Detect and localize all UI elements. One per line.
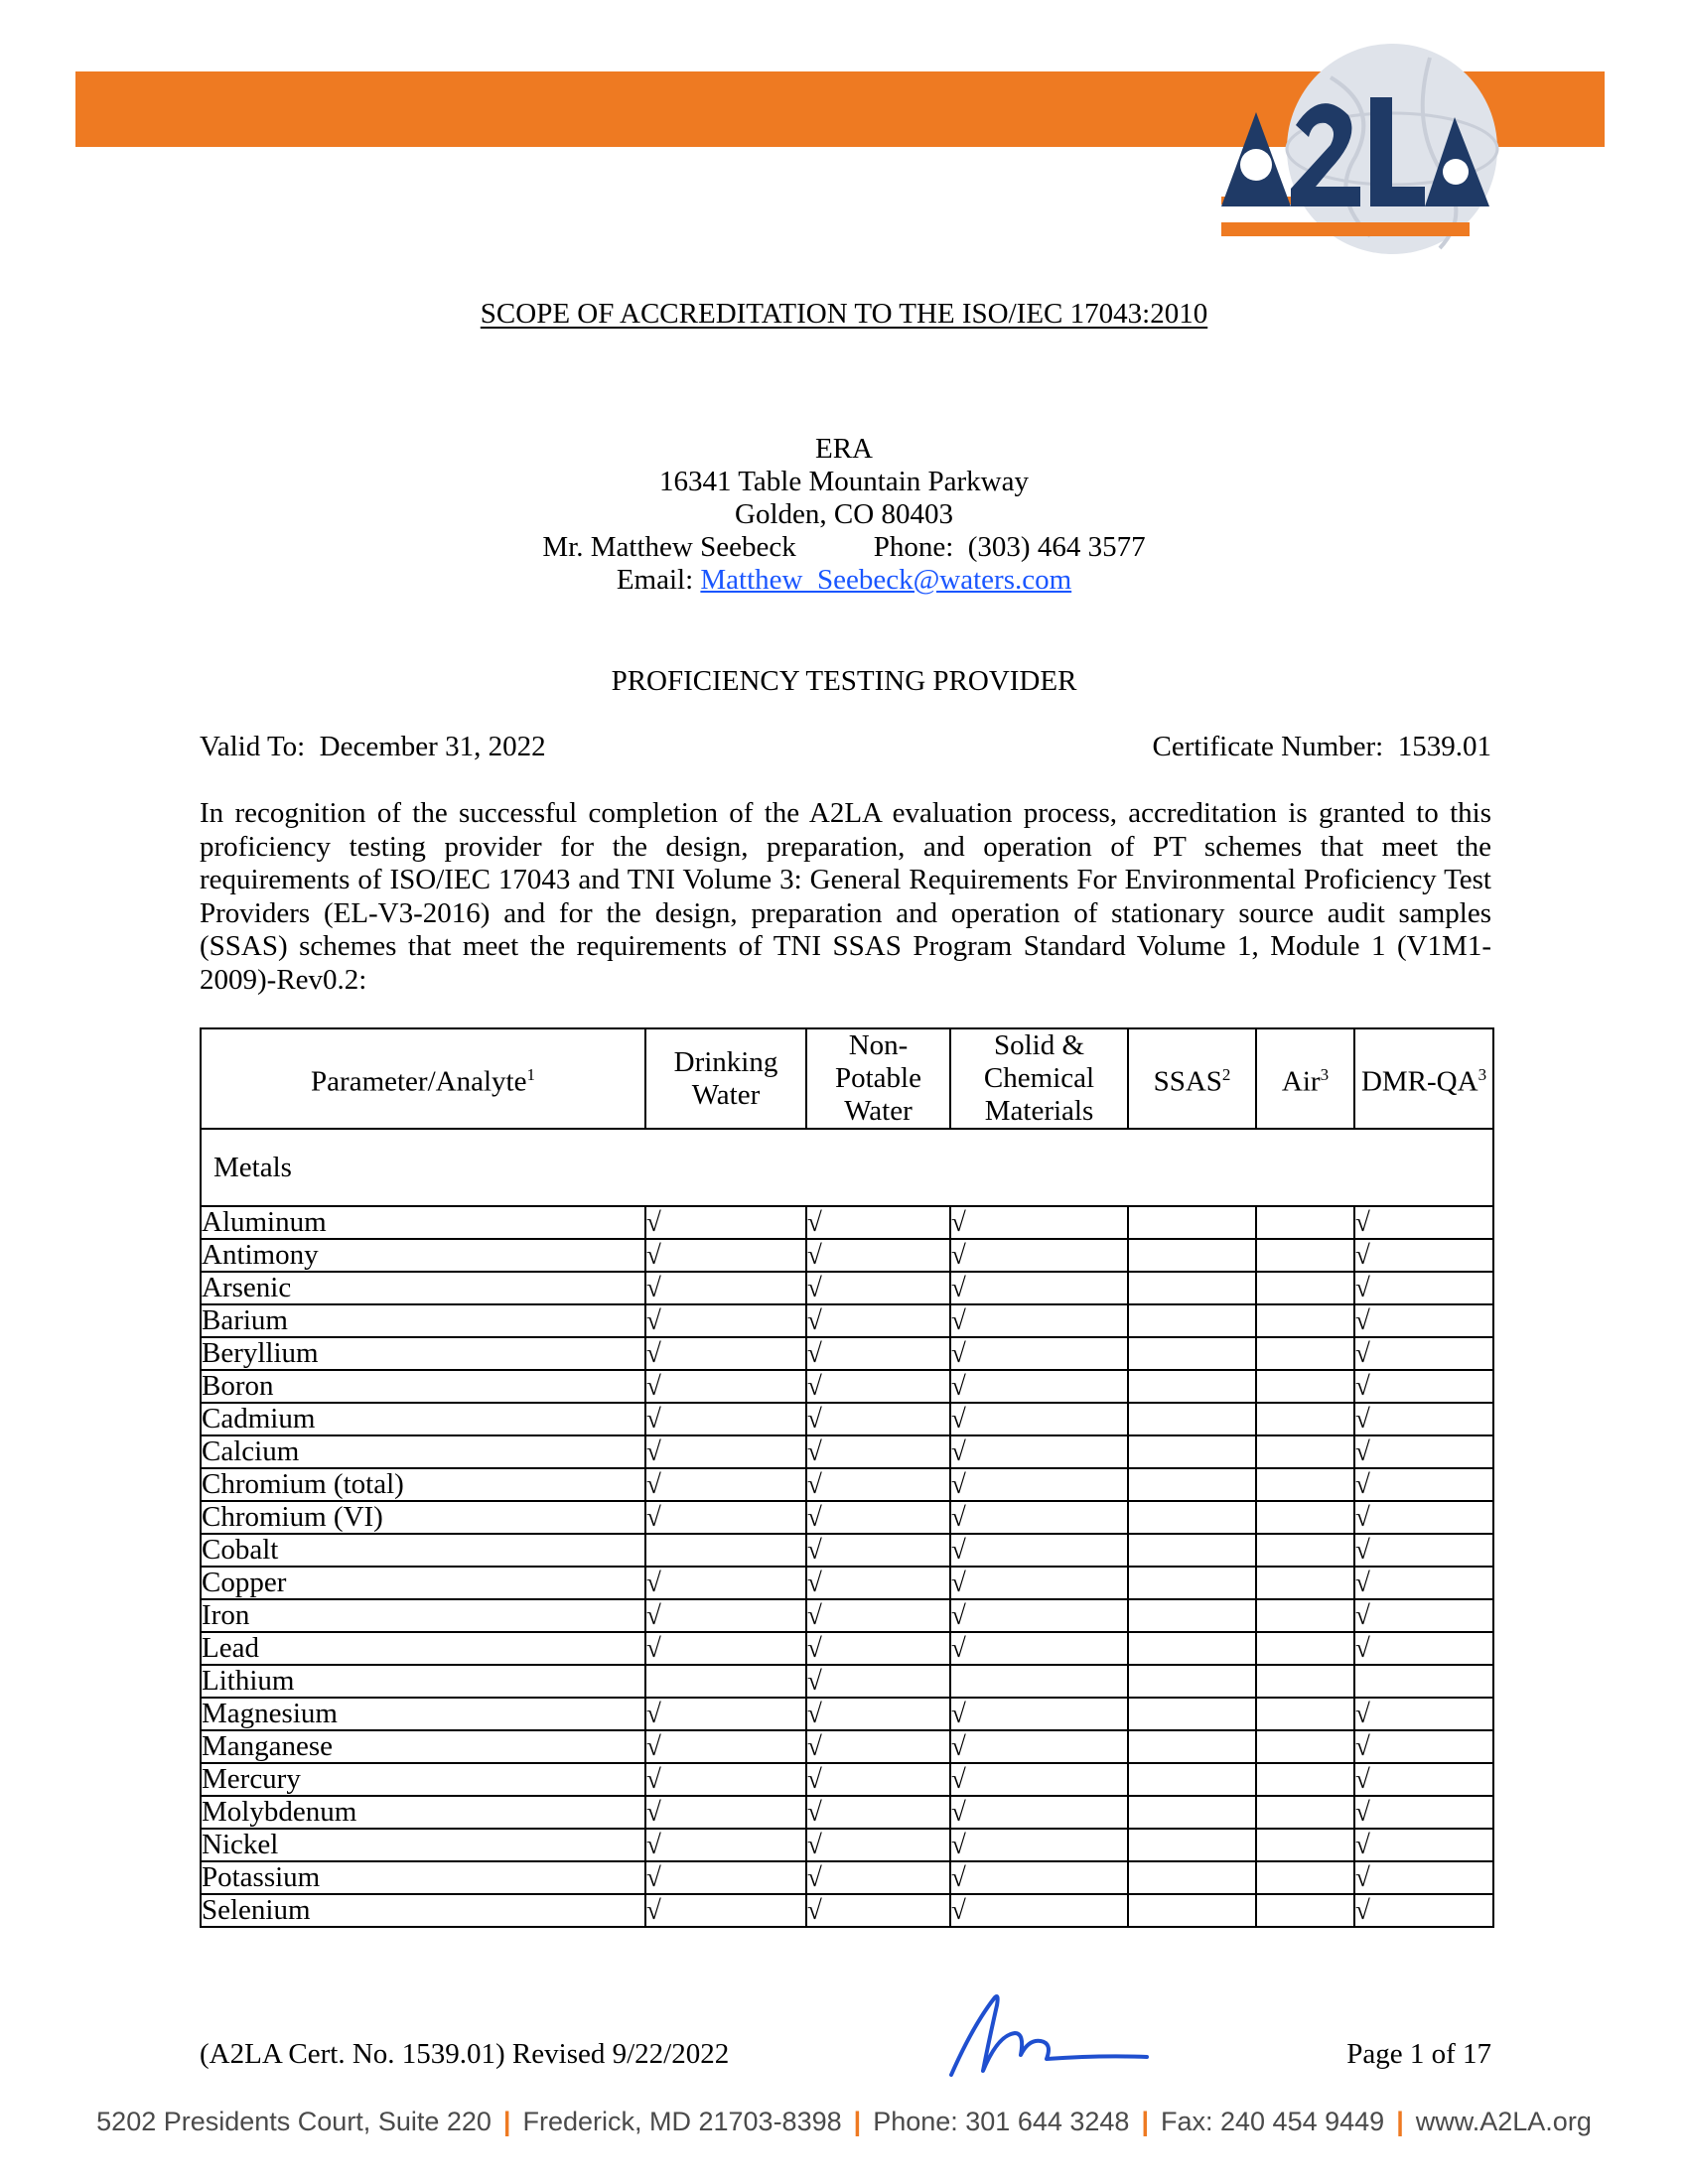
- check-mark: √: [645, 1337, 806, 1370]
- empty-cell: [1256, 1829, 1354, 1861]
- check-mark: √: [645, 1206, 806, 1239]
- check-mark: √: [806, 1501, 950, 1534]
- check-mark: √: [806, 1468, 950, 1501]
- empty-cell: [645, 1665, 806, 1698]
- check-mark: √: [645, 1403, 806, 1435]
- check-mark: √: [645, 1796, 806, 1829]
- a2la-logo: [1182, 38, 1509, 266]
- analyte-name: Lead: [201, 1632, 645, 1665]
- check-mark: √: [806, 1796, 950, 1829]
- check-mark: √: [950, 1567, 1128, 1599]
- check-mark: √: [645, 1763, 806, 1796]
- empty-cell: [1256, 1370, 1354, 1403]
- check-mark: √: [1354, 1599, 1493, 1632]
- provider-address-block: [0, 433, 1688, 597]
- check-mark: √: [806, 1337, 950, 1370]
- table-row: [201, 1698, 1493, 1730]
- check-mark: √: [1354, 1370, 1493, 1403]
- analyte-name: Magnesium: [201, 1698, 645, 1730]
- check-mark: √: [1354, 1829, 1493, 1861]
- empty-cell: [1128, 1468, 1256, 1501]
- contact-phone: Phone: (303) 464 3577: [873, 531, 1146, 563]
- table-row: [201, 1239, 1493, 1272]
- separator: |: [1141, 2107, 1149, 2136]
- contact-name: Mr. Matthew Seebeck: [542, 531, 796, 563]
- check-mark: √: [645, 1861, 806, 1894]
- table-row: [201, 1894, 1493, 1927]
- analyte-name: Mercury: [201, 1763, 645, 1796]
- analyte-name: Selenium: [201, 1894, 645, 1927]
- section-label: Metals: [201, 1129, 1493, 1206]
- column-header: Drinking Water: [645, 1028, 806, 1129]
- empty-cell: [1256, 1304, 1354, 1337]
- check-mark: √: [1354, 1632, 1493, 1665]
- empty-cell: [1256, 1468, 1354, 1501]
- table-row: [201, 1665, 1493, 1698]
- analyte-name: Potassium: [201, 1861, 645, 1894]
- separator: |: [1396, 2107, 1404, 2136]
- check-mark: √: [1354, 1534, 1493, 1567]
- org-street: 16341 Table Mountain Parkway: [659, 466, 1029, 497]
- empty-cell: [1256, 1894, 1354, 1927]
- table-row: [201, 1861, 1493, 1894]
- check-mark: √: [950, 1796, 1128, 1829]
- empty-cell: [1256, 1239, 1354, 1272]
- empty-cell: [1128, 1370, 1256, 1403]
- column-header: Solid & Chemical Materials: [950, 1028, 1128, 1129]
- check-mark: √: [1354, 1698, 1493, 1730]
- empty-cell: [1256, 1796, 1354, 1829]
- intro-paragraph: In recognition of the successful completion of the A2LA evaluation process, accreditation is granted to this proficiency testing provider for the design, preparation, and operation of PT schemes that meet the requirements of ISO/IEC 17043 and TNI Volume 3: General Requirements For Environmental Proficiency Test Providers (EL-V3-2016) and for the design, preparation and operation of stationary source audit samples (SSAS) schemes that meet the requirements of TNI SSAS Program Standard Volume 1, Module 1 (V1M1-2009)-Rev0.2:: [200, 797, 1491, 996]
- analyte-name: Chromium (total): [201, 1468, 645, 1501]
- check-mark: √: [950, 1534, 1128, 1567]
- empty-cell: [1354, 1665, 1493, 1698]
- check-mark: √: [806, 1763, 950, 1796]
- check-mark: √: [1354, 1304, 1493, 1337]
- check-mark: √: [806, 1894, 950, 1927]
- column-header: Non-Potable Water: [806, 1028, 950, 1129]
- empty-cell: [1256, 1665, 1354, 1698]
- check-mark: √: [950, 1763, 1128, 1796]
- empty-cell: [1128, 1698, 1256, 1730]
- check-mark: √: [806, 1567, 950, 1599]
- empty-cell: [1128, 1403, 1256, 1435]
- check-mark: √: [1354, 1435, 1493, 1468]
- provider-type: PROFICIENCY TESTING PROVIDER: [611, 665, 1077, 697]
- check-mark: √: [1354, 1501, 1493, 1534]
- check-mark: √: [806, 1665, 950, 1698]
- check-mark: √: [806, 1534, 950, 1567]
- analyte-name: Antimony: [201, 1239, 645, 1272]
- check-mark: √: [806, 1206, 950, 1239]
- check-mark: √: [950, 1206, 1128, 1239]
- address-part: www.A2LA.org: [1415, 2107, 1592, 2136]
- empty-cell: [1128, 1763, 1256, 1796]
- separator: |: [502, 2107, 511, 2136]
- empty-cell: [1128, 1206, 1256, 1239]
- analyte-name: Calcium: [201, 1435, 645, 1468]
- section-row: [201, 1129, 1493, 1206]
- empty-cell: [1128, 1730, 1256, 1763]
- table-row: [201, 1763, 1493, 1796]
- page-number: Page 1 of 17: [1346, 2038, 1491, 2070]
- empty-cell: [1128, 1632, 1256, 1665]
- check-mark: √: [950, 1304, 1128, 1337]
- analyte-name: Nickel: [201, 1829, 645, 1861]
- analyte-name: Aluminum: [201, 1206, 645, 1239]
- table-row: [201, 1370, 1493, 1403]
- table-row: [201, 1304, 1493, 1337]
- check-mark: √: [806, 1861, 950, 1894]
- check-mark: √: [806, 1829, 950, 1861]
- signature: [943, 1985, 1162, 2085]
- analyte-name: Copper: [201, 1567, 645, 1599]
- analyte-name: Boron: [201, 1370, 645, 1403]
- empty-cell: [1128, 1304, 1256, 1337]
- check-mark: √: [645, 1829, 806, 1861]
- check-mark: √: [1354, 1763, 1493, 1796]
- analyte-name: Molybdenum: [201, 1796, 645, 1829]
- address-part: Frederick, MD 21703-8398: [522, 2107, 842, 2136]
- analyte-name: Cobalt: [201, 1534, 645, 1567]
- scope-table: [200, 1027, 1494, 1928]
- check-mark: √: [1354, 1796, 1493, 1829]
- empty-cell: [1256, 1599, 1354, 1632]
- check-mark: √: [645, 1632, 806, 1665]
- check-mark: √: [950, 1829, 1128, 1861]
- check-mark: √: [950, 1239, 1128, 1272]
- empty-cell: [1256, 1632, 1354, 1665]
- check-mark: √: [1354, 1567, 1493, 1599]
- check-mark: √: [645, 1239, 806, 1272]
- check-mark: √: [645, 1698, 806, 1730]
- check-mark: √: [645, 1435, 806, 1468]
- check-mark: √: [645, 1730, 806, 1763]
- empty-cell: [1128, 1861, 1256, 1894]
- footer-address-bar: [0, 2107, 1688, 2137]
- email-line: [0, 564, 1688, 597]
- valid-to: Valid To: December 31, 2022: [200, 731, 546, 762]
- table-row: [201, 1599, 1493, 1632]
- column-header: Parameter/Analyte$^1$: [201, 1028, 645, 1129]
- empty-cell: [950, 1665, 1128, 1698]
- check-mark: √: [1354, 1894, 1493, 1927]
- check-mark: √: [950, 1730, 1128, 1763]
- empty-cell: [1256, 1534, 1354, 1567]
- table-row: [201, 1272, 1493, 1304]
- empty-cell: [1256, 1763, 1354, 1796]
- table-body: [201, 1129, 1493, 1927]
- check-mark: √: [950, 1894, 1128, 1927]
- table-row: [201, 1468, 1493, 1501]
- empty-cell: [1128, 1435, 1256, 1468]
- empty-cell: [1256, 1337, 1354, 1370]
- address-part: Phone: 301 644 3248: [873, 2107, 1130, 2136]
- analyte-name: Arsenic: [201, 1272, 645, 1304]
- email-link[interactable]: Matthew_Seebeck@waters.com: [700, 564, 1072, 596]
- analyte-name: Barium: [201, 1304, 645, 1337]
- empty-cell: [1128, 1534, 1256, 1567]
- check-mark: √: [645, 1304, 806, 1337]
- table-row: [201, 1567, 1493, 1599]
- scope-title: SCOPE OF ACCREDITATION TO THE ISO/IEC 17043:2010: [480, 298, 1208, 330]
- check-mark: √: [806, 1599, 950, 1632]
- empty-cell: [1256, 1272, 1354, 1304]
- empty-cell: [1128, 1501, 1256, 1534]
- address-part: Fax: 240 454 9449: [1161, 2107, 1385, 2136]
- empty-cell: [1256, 1567, 1354, 1599]
- check-mark: √: [806, 1370, 950, 1403]
- email-label: Email:: [616, 564, 701, 596]
- check-mark: √: [645, 1567, 806, 1599]
- column-header: DMR-$QA^3$: [1354, 1028, 1493, 1129]
- check-mark: √: [645, 1599, 806, 1632]
- check-mark: √: [950, 1468, 1128, 1501]
- analyte-name: Beryllium: [201, 1337, 645, 1370]
- certificate-number: Certificate Number: 1539.01: [1152, 731, 1491, 762]
- empty-cell: [645, 1534, 806, 1567]
- check-mark: √: [806, 1730, 950, 1763]
- analyte-name: Iron: [201, 1599, 645, 1632]
- empty-cell: [1256, 1730, 1354, 1763]
- table-row: [201, 1796, 1493, 1829]
- check-mark: √: [645, 1468, 806, 1501]
- check-mark: √: [950, 1632, 1128, 1665]
- table-row: [201, 1501, 1493, 1534]
- check-mark: √: [645, 1894, 806, 1927]
- table-header-row: [201, 1028, 1493, 1129]
- table-row: [201, 1435, 1493, 1468]
- contact-line: [0, 531, 1688, 564]
- table-row: [201, 1730, 1493, 1763]
- empty-cell: [1128, 1665, 1256, 1698]
- analyte-name: Lithium: [201, 1665, 645, 1698]
- check-mark: √: [806, 1435, 950, 1468]
- check-mark: √: [950, 1698, 1128, 1730]
- empty-cell: [1128, 1239, 1256, 1272]
- check-mark: √: [950, 1599, 1128, 1632]
- check-mark: √: [806, 1403, 950, 1435]
- empty-cell: [1256, 1501, 1354, 1534]
- org-city: Golden, CO 80403: [735, 498, 953, 530]
- check-mark: √: [806, 1272, 950, 1304]
- footer-cert-ref: (A2LA Cert. No. 1539.01) Revised 9/22/2022: [200, 2038, 730, 2070]
- check-mark: √: [950, 1272, 1128, 1304]
- check-mark: √: [645, 1272, 806, 1304]
- table-row: [201, 1632, 1493, 1665]
- empty-cell: [1128, 1796, 1256, 1829]
- check-mark: √: [1354, 1239, 1493, 1272]
- analyte-name: Manganese: [201, 1730, 645, 1763]
- check-mark: √: [1354, 1337, 1493, 1370]
- check-mark: √: [1354, 1468, 1493, 1501]
- check-mark: √: [806, 1304, 950, 1337]
- table-row: [201, 1403, 1493, 1435]
- empty-cell: [1128, 1599, 1256, 1632]
- address-part: 5202 Presidents Court, Suite 220: [96, 2107, 492, 2136]
- empty-cell: [1128, 1337, 1256, 1370]
- empty-cell: [1128, 1272, 1256, 1304]
- check-mark: √: [950, 1370, 1128, 1403]
- check-mark: √: [950, 1861, 1128, 1894]
- check-mark: √: [950, 1435, 1128, 1468]
- check-mark: √: [806, 1698, 950, 1730]
- empty-cell: [1256, 1403, 1354, 1435]
- check-mark: √: [1354, 1861, 1493, 1894]
- table-row: [201, 1829, 1493, 1861]
- check-mark: √: [950, 1337, 1128, 1370]
- column-header: SSAS$^2$: [1128, 1028, 1256, 1129]
- table-row: [201, 1534, 1493, 1567]
- empty-cell: [1256, 1435, 1354, 1468]
- empty-cell: [1256, 1206, 1354, 1239]
- analyte-name: Cadmium: [201, 1403, 645, 1435]
- column-header: Air$^3$: [1256, 1028, 1354, 1129]
- table-row: [201, 1206, 1493, 1239]
- analyte-name: Chromium (VI): [201, 1501, 645, 1534]
- check-mark: √: [806, 1632, 950, 1665]
- empty-cell: [1256, 1698, 1354, 1730]
- empty-cell: [1128, 1567, 1256, 1599]
- check-mark: √: [645, 1370, 806, 1403]
- check-mark: √: [806, 1239, 950, 1272]
- check-mark: √: [645, 1501, 806, 1534]
- empty-cell: [1256, 1861, 1354, 1894]
- check-mark: √: [1354, 1272, 1493, 1304]
- check-mark: √: [1354, 1403, 1493, 1435]
- check-mark: √: [950, 1501, 1128, 1534]
- check-mark: √: [950, 1403, 1128, 1435]
- check-mark: √: [1354, 1206, 1493, 1239]
- separator: |: [853, 2107, 862, 2136]
- empty-cell: [1128, 1894, 1256, 1927]
- empty-cell: [1128, 1829, 1256, 1861]
- check-mark: √: [1354, 1730, 1493, 1763]
- org-name: ERA: [815, 433, 873, 465]
- table-row: [201, 1337, 1493, 1370]
